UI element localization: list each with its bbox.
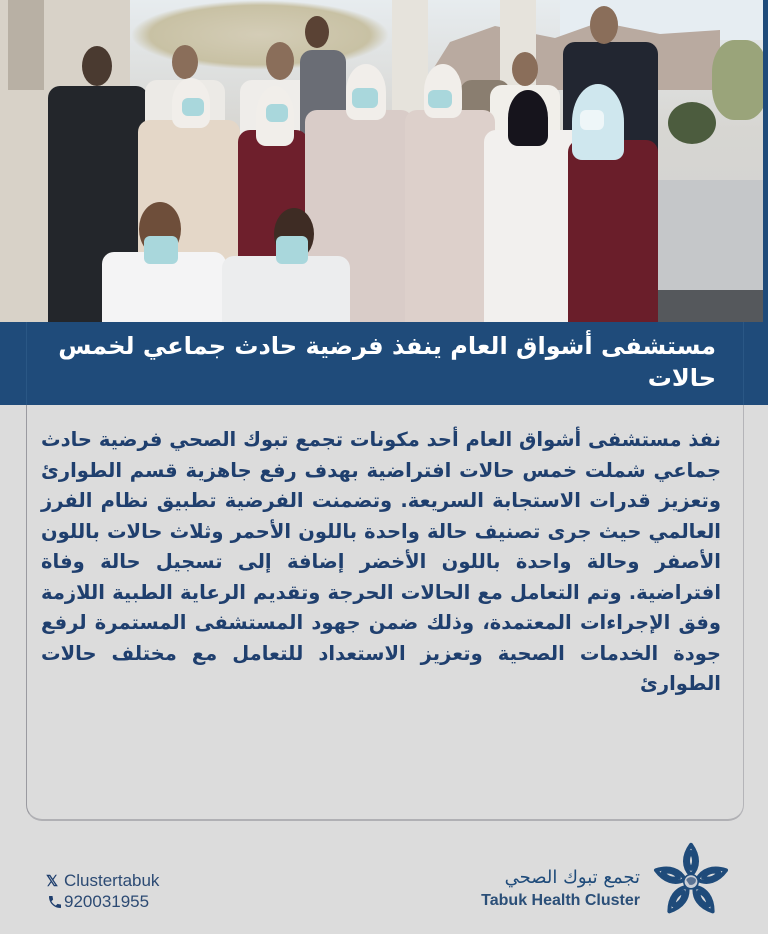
headline: مستشفى أشواق العام ينفذ فرضية حادث جماعي لخمس حالات <box>58 332 716 392</box>
face-mask <box>182 98 204 116</box>
phone-icon <box>46 894 64 910</box>
title-banner <box>0 322 768 405</box>
x-icon: 𝕏 <box>46 872 59 890</box>
article-card <box>26 405 744 821</box>
social-handle: Clustertabuk <box>64 870 160 890</box>
person-head <box>172 45 198 79</box>
person-gown <box>405 110 495 323</box>
road-shadow <box>640 290 768 323</box>
banner-divider <box>743 322 744 405</box>
article-body: نفذ مستشفى أشواق العام أحد مكونات تجمع تبوك الصحي فرضية حادث جماعي شملت خمس حالات افتراضية بهدف رفع جاهزية قسم الطوارئ وتعزيز قدرات الاستجابة السريعة. وتضمنت الفرضية تطبيق نظام الفرز العالمي حيث جرى تصنيف حالة واحدة باللون الأحمر وثلاث حالات باللون الأصفر وحالة واحدة باللون الأخضر إضافة إلى تسجيل حالة وفاة افتراضية. وتم التعامل مع الحالات الحرجة وتقديم الرعاية الطبية اللازمة وفق الإجراءات المعتمدة، وذلك ضمن جهود المستشفى المستمرة لرفع جودة الخدمات الصحية وتعزيز الاستعداد للتعامل مع مختلف حالات الطوارئ <box>41 428 721 695</box>
tree <box>712 40 768 120</box>
person-head <box>512 52 538 86</box>
brand-name-arabic: تجمع تبوك الصحي <box>504 867 640 888</box>
person-head <box>305 16 329 48</box>
face-mask <box>352 88 378 108</box>
brand-name-english: Tabuk Health Cluster <box>481 892 640 909</box>
face-mask <box>144 236 178 264</box>
face-mask <box>428 90 452 108</box>
person-scrubs <box>568 140 658 323</box>
phone-number: 920031955 <box>64 891 150 911</box>
person-head <box>590 6 618 44</box>
person-gown <box>222 256 350 323</box>
face-mask <box>276 236 308 264</box>
bush <box>668 102 716 144</box>
palm-tree <box>130 0 390 70</box>
face-mask <box>580 110 604 130</box>
window <box>8 0 44 90</box>
contact-info <box>46 870 159 912</box>
person-niqab <box>508 90 548 146</box>
face-mask <box>266 104 288 122</box>
photo-edge-strip <box>763 0 768 323</box>
person-head <box>266 42 294 80</box>
phone-row[interactable] <box>46 891 159 912</box>
brand-wordmark <box>470 866 640 912</box>
social-handle-row[interactable] <box>46 870 159 891</box>
person-head <box>82 46 112 86</box>
star-flower-logo-icon <box>650 840 732 920</box>
header-photo <box>0 0 768 323</box>
